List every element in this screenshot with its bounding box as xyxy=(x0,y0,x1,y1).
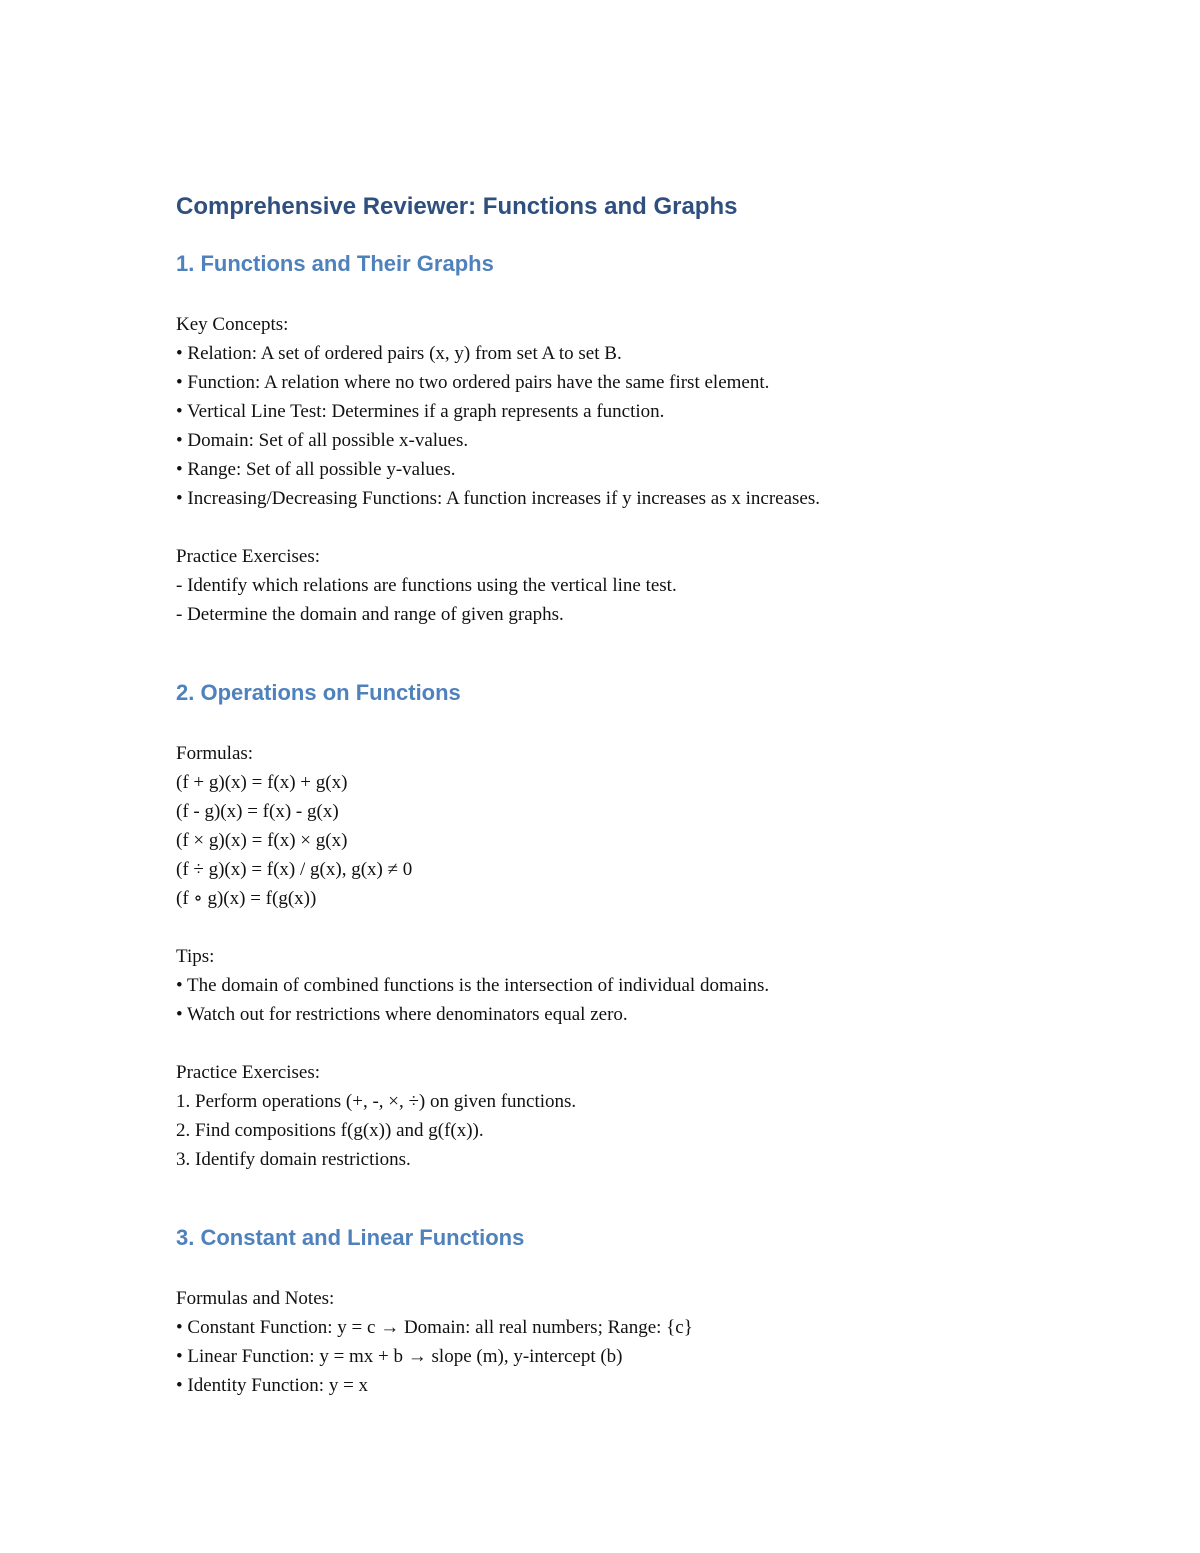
formulas-label: Formulas: xyxy=(176,743,254,764)
section-1-heading: 1. Functions and Their Graphs xyxy=(176,251,494,276)
tips-label: Tips: xyxy=(176,946,215,967)
practice-item: 1. Perform operations (+, -, ×, ÷) on given functions. xyxy=(176,1091,577,1112)
note-item: • Constant Function: y = c → Domain: all real numbers; Range: {c} xyxy=(176,1317,693,1338)
document-title: Comprehensive Reviewer: Functions and Graphs xyxy=(176,193,738,220)
section-3-heading: 3. Constant and Linear Functions xyxy=(176,1225,525,1250)
practice-exercises-label: Practice Exercises: xyxy=(176,1062,321,1083)
key-concept-item: • Range: Set of all possible y-values. xyxy=(176,459,456,480)
key-concept-item: • Function: A relation where no two ordered pairs have the same first element. xyxy=(176,372,770,393)
key-concepts-label: Key Concepts: xyxy=(176,314,289,335)
section-2-heading: 2. Operations on Functions xyxy=(176,680,461,705)
tip-item: • The domain of combined functions is the intersection of individual domains. xyxy=(176,975,770,996)
formula-item: (f + g)(x) = f(x) + g(x) xyxy=(176,772,348,793)
practice-item: 2. Find compositions f(g(x)) and g(f(x)). xyxy=(176,1120,484,1141)
note-item: • Linear Function: y = mx + b → slope (m), y-intercept (b) xyxy=(176,1346,623,1367)
note-item: • Identity Function: y = x xyxy=(176,1375,369,1396)
key-concept-item: • Domain: Set of all possible x-values. xyxy=(176,430,469,451)
formula-item: (f - g)(x) = f(x) - g(x) xyxy=(176,801,339,822)
practice-item: - Determine the domain and range of given graphs. xyxy=(176,604,564,625)
key-concept-item: • Increasing/Decreasing Functions: A function increases if y increases as x increases. xyxy=(176,488,820,509)
formula-item: (f ∘ g)(x) = f(g(x)) xyxy=(176,888,317,909)
key-concept-item: • Relation: A set of ordered pairs (x, y) from set A to set B. xyxy=(176,343,622,364)
formulas-notes-label: Formulas and Notes: xyxy=(176,1288,335,1309)
practice-item: 3. Identify domain restrictions. xyxy=(176,1149,411,1170)
practice-item: - Identify which relations are functions using the vertical line test. xyxy=(176,575,677,596)
tip-item: • Watch out for restrictions where denominators equal zero. xyxy=(176,1004,628,1025)
formula-item: (f ÷ g)(x) = f(x) / g(x), g(x) ≠ 0 xyxy=(176,859,413,880)
practice-exercises-label: Practice Exercises: xyxy=(176,546,321,567)
document-content xyxy=(176,190,1036,1400)
formula-item: (f × g)(x) = f(x) × g(x) xyxy=(176,830,348,851)
key-concept-item: • Vertical Line Test: Determines if a graph represents a function. xyxy=(176,401,665,422)
